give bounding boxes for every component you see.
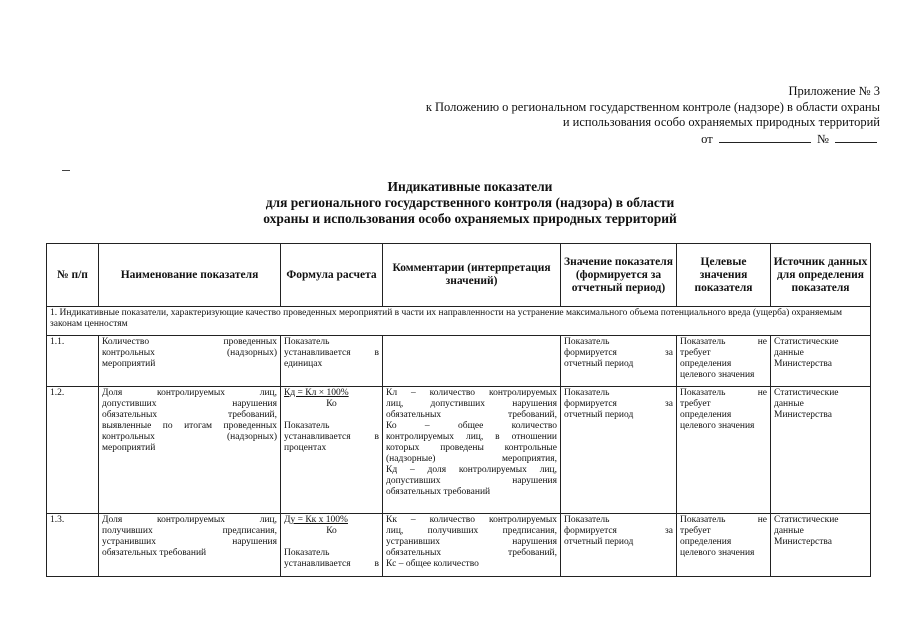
value-cell-line: Показатель <box>564 337 610 347</box>
date-blank <box>719 131 811 143</box>
value-cell-line: формируется за <box>564 399 673 409</box>
comment-cell-line: обязательных требований, <box>386 410 557 420</box>
source-cell-line: Министерства <box>774 359 832 369</box>
indicator-name-line: обязательных требований <box>102 548 207 558</box>
target-cell-line: Показатель не <box>680 337 767 347</box>
comment-cell-line: Кс – общее количество <box>386 559 479 569</box>
value-cell-line: формируется за <box>564 526 673 536</box>
indicator-name-line: контрольных (надзорных) <box>102 432 277 442</box>
appendix-number: Приложение № 3 <box>788 84 880 98</box>
number-sign: № <box>816 131 829 146</box>
col-header-source: Источник данных для определения показателя <box>771 244 871 307</box>
number-blank <box>835 131 877 143</box>
comment-cell-line: контролируемых лиц, в отношении <box>386 432 557 442</box>
formula-cell <box>281 514 383 577</box>
comment-cell-line: устранивших нарушения <box>386 537 557 547</box>
comment-cell-line: обязательных требований <box>386 487 491 497</box>
comment-cell-line: лиц, получивших предписания, <box>386 526 557 536</box>
col-header-name: Наименование показателя <box>99 244 281 307</box>
source-cell-line: данные <box>774 526 804 536</box>
section-title: 1. Индикативные показатели, характеризующие качество проведенных мероприятий в части их направленности на устранение максимального объема потенциального вреда (ущерба) охраняемым законам ценностям <box>47 307 871 336</box>
formula-text-line: Показатель <box>284 548 330 558</box>
stray-mark <box>62 170 70 171</box>
indicator-name-line: Доля контролируемых лиц, <box>102 515 277 525</box>
comment-cell-line: Кл – количество контролируемых <box>386 388 557 398</box>
appendix-reference-cont: и использования особо охраняемых природных территорий <box>562 115 880 129</box>
date-prefix: от <box>701 131 713 146</box>
comment-cell-line: Кд – доля контролируемых лиц, <box>386 465 557 475</box>
target-cell-line: требует <box>680 348 711 358</box>
formula-text-line: единицах <box>284 359 323 369</box>
value-cell <box>561 387 677 514</box>
indicator-name-line: выявленные по итогам проведенных <box>102 421 277 431</box>
appendix-date-line <box>426 131 880 148</box>
formula-numerator: Кд = Кл × 100% <box>284 388 349 398</box>
value-cell-line: отчетный период <box>564 359 634 369</box>
source-cell-line: Статистические <box>774 388 839 398</box>
row-number-line: 1.1. <box>50 337 65 347</box>
value-cell-line: отчетный период <box>564 410 634 420</box>
row-number <box>47 387 99 514</box>
col-header-target: Целевые значения показателя <box>677 244 771 307</box>
appendix-reference: к Положению о региональном государственном контроле (надзоре) в области охраны <box>425 99 880 114</box>
table-row <box>47 336 871 387</box>
target-cell <box>677 514 771 577</box>
value-cell-line: Показатель <box>564 515 610 525</box>
indicator-name-line: мероприятий <box>102 359 156 369</box>
document-title <box>190 179 750 227</box>
table-header-row <box>47 244 871 307</box>
value-cell-line: Показатель <box>564 388 610 398</box>
source-cell-line: Статистические <box>774 515 839 525</box>
target-cell-line: требует <box>680 526 711 536</box>
comment-cell <box>383 387 561 514</box>
formula-text-line: устанавливается в <box>284 559 379 569</box>
formula-denominator: Ко <box>326 399 337 409</box>
value-cell <box>561 514 677 577</box>
formula-text-line: Показатель <box>284 421 330 431</box>
target-cell-line: требует <box>680 399 711 409</box>
formula-numerator: Ду = Кк х 100% <box>284 515 348 525</box>
source-cell-line: Министерства <box>774 537 832 547</box>
indicator-name-line: обязательных требований, <box>102 410 277 420</box>
title-line-1: Индикативные показатели <box>387 179 553 194</box>
formula-cell <box>281 387 383 514</box>
value-cell-line: формируется за <box>564 348 673 358</box>
appendix-header <box>426 84 880 147</box>
section-row <box>47 307 871 336</box>
table-row <box>47 514 871 577</box>
indicator-name-line: устранивших нарушения <box>102 537 277 547</box>
indicator-name-line: получивших предписания, <box>102 526 277 536</box>
value-cell <box>561 336 677 387</box>
comment-cell-line: допустивших нарушения <box>386 476 557 486</box>
formula-text-line: процентах <box>284 443 327 453</box>
indicator-name-line: Доля контролируемых лиц, <box>102 388 277 398</box>
indicator-name-line: мероприятий <box>102 443 156 453</box>
indicators-table <box>46 243 871 577</box>
target-cell-line: определения <box>680 410 732 420</box>
comment-cell-line: которых проведены контрольные <box>386 443 557 453</box>
comment-cell-line: лиц, допустивших нарушения <box>386 399 557 409</box>
formula-text-line: Показатель <box>284 337 330 347</box>
target-cell-line: Показатель не <box>680 388 767 398</box>
target-cell-line: целевого значения <box>680 370 755 380</box>
value-cell-line: отчетный период <box>564 537 634 547</box>
indicator-name-line: контрольных (надзорных) <box>102 348 277 358</box>
col-header-comment: Комментарии (интерпретация значений) <box>383 244 561 307</box>
target-cell <box>677 387 771 514</box>
target-cell-line: определения <box>680 537 732 547</box>
comment-cell <box>383 336 561 387</box>
indicator-name <box>99 387 281 514</box>
col-header-num: № п/п <box>47 244 99 307</box>
comment-cell-line: Кк – количество контролируемых <box>386 515 557 525</box>
formula-gap <box>284 537 379 548</box>
formula-denominator: Ко <box>326 526 337 536</box>
col-header-value: Значение показателя (формируется за отчетный период) <box>561 244 677 307</box>
source-cell <box>771 387 871 514</box>
row-number <box>47 514 99 577</box>
indicator-name-line: допустивших нарушения <box>102 399 277 409</box>
source-cell-line: данные <box>774 348 804 358</box>
target-cell-line: целевого значения <box>680 548 755 558</box>
indicator-name <box>99 514 281 577</box>
comment-cell <box>383 514 561 577</box>
comment-cell-line: Ко – общее количество <box>386 421 557 431</box>
comment-cell-line: (надзорные) мероприятия, <box>386 454 557 464</box>
target-cell <box>677 336 771 387</box>
row-number <box>47 336 99 387</box>
formula-text-line: устанавливается в <box>284 348 379 358</box>
row-number-line: 1.2. <box>50 388 65 398</box>
source-cell-line: Статистические <box>774 337 839 347</box>
title-line-2: для регионального государственного контроля (надзора) в области <box>265 195 675 210</box>
indicator-name-line: Количество проведенных <box>102 337 277 347</box>
table-row <box>47 387 871 514</box>
formula-text-line: устанавливается в <box>284 432 379 442</box>
indicator-name <box>99 336 281 387</box>
source-cell-line: данные <box>774 399 804 409</box>
title-line-3: охраны и использования особо охраняемых природных территорий <box>263 211 677 226</box>
target-cell-line: Показатель не <box>680 515 767 525</box>
source-cell <box>771 336 871 387</box>
col-header-formula: Формула расчета <box>281 244 383 307</box>
source-cell <box>771 514 871 577</box>
target-cell-line: целевого значения <box>680 421 755 431</box>
target-cell-line: определения <box>680 359 732 369</box>
row-number-line: 1.3. <box>50 515 65 525</box>
comment-cell-line: обязательных требований, <box>386 548 557 558</box>
formula-gap <box>284 410 379 421</box>
formula-cell <box>281 336 383 387</box>
source-cell-line: Министерства <box>774 410 832 420</box>
